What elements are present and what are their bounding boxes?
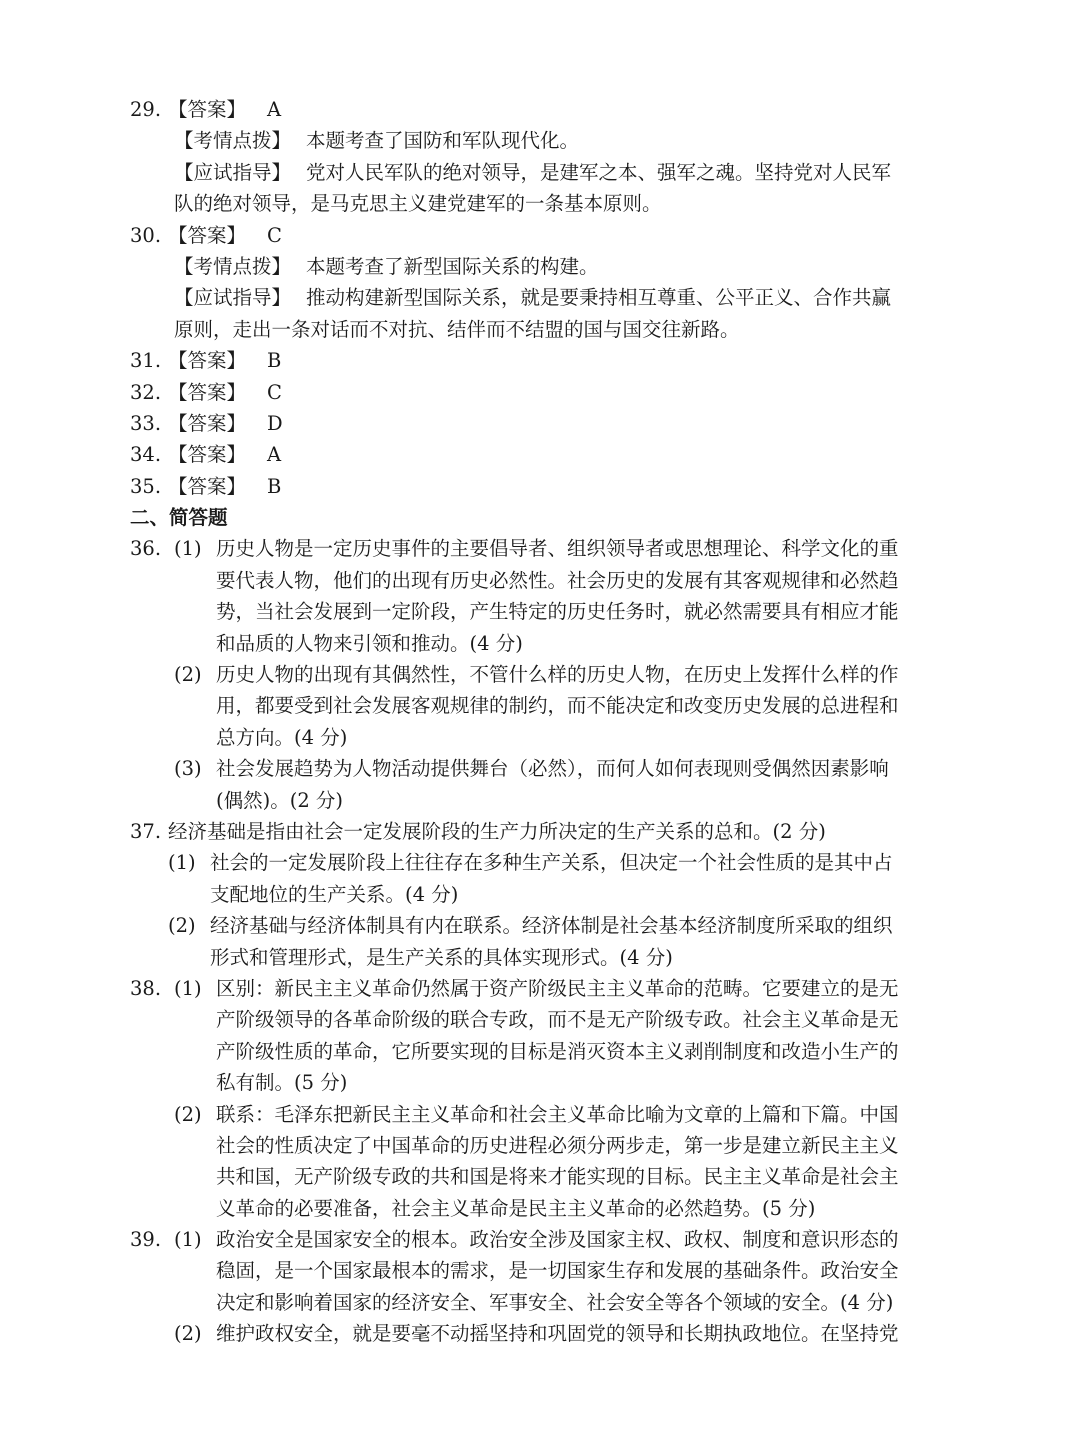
q36-p1-cont <box>0 628 1080 659</box>
guide-text-cont: 队的绝对领导，是马克思主义建党建军的一条基本原则。 <box>174 192 662 216</box>
q29-answer-line <box>0 94 1080 125</box>
item-label: (2) <box>174 1102 202 1126</box>
answer-value: A <box>267 443 282 467</box>
guide-label: 【应试指导】 <box>174 286 292 310</box>
item-text-cont: 社会的性质决定了中国革命的历史进程必须分两步走，第一步是建立新民主主义 <box>216 1133 899 1157</box>
answer-value: C <box>267 380 282 404</box>
q38-p2-cont <box>0 1161 1080 1192</box>
q36-p1-cont <box>0 596 1080 627</box>
item-text: 维护政权安全，就是要毫不动摇坚持和巩固党的领导和长期执政地位。在坚持党 <box>216 1322 899 1346</box>
item-label: (3) <box>174 757 202 781</box>
answer-label: 【答案】 <box>168 98 247 121</box>
question-number: 38. <box>130 976 162 1000</box>
question-number: 33. <box>130 411 162 435</box>
q39-p1-cont <box>0 1255 1080 1286</box>
item-label: (2) <box>168 914 196 938</box>
q38-p1-cont <box>0 1036 1080 1067</box>
item-text-cont: (偶然)。(2 分) <box>216 788 344 812</box>
q30-analysis-line <box>0 251 1080 282</box>
item-text-cont: 支配地位的生产关系。(4 分) <box>210 882 459 906</box>
answer-value: D <box>267 411 283 435</box>
answer-value: B <box>267 349 282 373</box>
item-text-cont: 产阶级领导的各革命阶级的联合专政，而不是无产阶级专政。社会主义革命是无 <box>216 1008 899 1032</box>
item-text: 政治安全是国家安全的根本。政治安全涉及国家主权、政权、制度和意识形态的 <box>216 1228 899 1252</box>
item-label: (1) <box>174 537 202 561</box>
q36-p2-cont <box>0 722 1080 753</box>
q35-answer-line <box>0 471 1080 502</box>
q36-p3-cont <box>0 785 1080 816</box>
answer-value: B <box>267 474 282 498</box>
item-text: 经济基础与经济体制具有内在联系。经济体制是社会基本经济制度所采取的组织 <box>210 914 893 938</box>
analysis-text: 本题考查了国防和军队现代化。 <box>306 129 580 153</box>
q36-p2-line <box>0 659 1080 690</box>
item-text-cont: 用，都要受到社会发展客观规律的制约，而不能决定和改变历史发展的总进程和 <box>216 694 899 718</box>
item-text-cont: 和品质的人物来引领和推动。(4 分) <box>216 631 523 655</box>
q39-p2-line <box>0 1318 1080 1349</box>
q38-p2-cont <box>0 1193 1080 1224</box>
intro-text: 经济基础是指由社会一定发展阶段的生产力所决定的生产关系的总和。(2 分) <box>168 819 826 843</box>
answer-label: 【答案】 <box>168 411 247 435</box>
q37-p2-line <box>0 910 1080 941</box>
item-text-cont: 形式和管理形式，是生产关系的具体实现形式。(4 分) <box>210 945 673 969</box>
q30-guide-line <box>0 282 1080 313</box>
item-text-cont: 私有制。(5 分) <box>216 1071 348 1095</box>
q38-p1-cont <box>0 1004 1080 1035</box>
analysis-text: 本题考查了新型国际关系的构建。 <box>306 254 599 278</box>
question-number: 32. <box>130 380 162 404</box>
q36-p3-line <box>0 753 1080 784</box>
q39-p1-cont <box>0 1287 1080 1318</box>
q30-guide-cont <box>0 314 1080 345</box>
guide-text: 党对人民军队的绝对领导，是建军之本、强军之魂。坚持党对人民军 <box>306 160 892 184</box>
question-number: 39. <box>130 1228 162 1252</box>
q31-answer-line <box>0 345 1080 376</box>
q30-answer-line <box>0 220 1080 251</box>
q29-guide-line <box>0 157 1080 188</box>
item-text-cont: 要代表人物，他们的出现有历史必然性。社会历史的发展有其客观规律和必然趋 <box>216 568 899 592</box>
item-text: 社会的一定发展阶段上往往存在多种生产关系，但决定一个社会性质的是其中占 <box>210 851 893 875</box>
question-number: 36. <box>130 537 162 561</box>
item-text: 社会发展趋势为人物活动提供舞台（必然），而何人如何表现则受偶然因素影响 <box>216 757 889 781</box>
answer-value: C <box>267 223 282 247</box>
item-text-cont: 共和国，无产阶级专政的共和国是将来才能实现的目标。民主主义革命是社会主 <box>216 1165 899 1189</box>
question-number: 31. <box>130 349 162 373</box>
guide-text: 推动构建新型国际关系，就是要秉持相互尊重、公平正义、合作共赢 <box>306 286 892 310</box>
answer-label: 【答案】 <box>168 443 247 467</box>
q33-answer-line <box>0 408 1080 439</box>
q37-p1-line <box>0 847 1080 878</box>
item-text: 历史人物是一定历史事件的主要倡导者、组织领导者或思想理论、科学文化的重 <box>216 537 899 561</box>
q32-answer-line <box>0 377 1080 408</box>
answer-label: 【答案】 <box>168 380 247 404</box>
question-number: 29. <box>130 98 162 121</box>
q29-guide-cont <box>0 188 1080 219</box>
q38-p1-cont <box>0 1067 1080 1098</box>
item-label: (1) <box>174 976 202 1000</box>
section-title: 二、简答题 <box>130 506 228 530</box>
question-number: 35. <box>130 474 162 498</box>
item-text-cont: 稳固，是一个国家最根本的需求，是一切国家生存和发展的基础条件。政治安全 <box>216 1259 899 1283</box>
answer-label: 【答案】 <box>168 474 247 498</box>
item-text: 联系：毛泽东把新民主主义革命和社会主义革命比喻为文章的上篇和下篇。中国 <box>216 1102 899 1126</box>
question-number: 37. <box>130 819 162 843</box>
q36-p2-cont <box>0 690 1080 721</box>
guide-text-cont: 原则，走出一条对话而不对抗、结伴而不结盟的国与国交往新路。 <box>174 317 740 341</box>
q29-analysis-line <box>0 125 1080 156</box>
q36-p1-cont <box>0 565 1080 596</box>
question-number: 34. <box>130 443 162 467</box>
q38-p1-line <box>0 973 1080 1004</box>
item-label: (2) <box>174 1322 202 1346</box>
answer-value: A <box>267 98 282 121</box>
question-number: 30. <box>130 223 162 247</box>
item-text-cont: 势，当社会发展到一定阶段，产生特定的历史任务时，就必然需要具有相应才能 <box>216 600 899 624</box>
item-text: 历史人物的出现有其偶然性，不管什么样的历史人物，在历史上发挥什么样的作 <box>216 663 899 687</box>
item-text-cont: 义革命的必要准备，社会主义革命是民主主义革命的必然趋势。(5 分) <box>216 1196 816 1220</box>
item-label: (2) <box>174 663 202 687</box>
item-text-cont: 产阶级性质的革命，它所要实现的目标是消灭资本主义剥削制度和改造小生产的 <box>216 1039 899 1063</box>
q37-intro-line <box>0 816 1080 847</box>
item-text-cont: 总方向。(4 分) <box>216 725 348 749</box>
q38-p2-line <box>0 1099 1080 1130</box>
guide-label: 【应试指导】 <box>174 160 292 184</box>
item-label: (1) <box>168 851 196 875</box>
analysis-label: 【考情点拨】 <box>174 129 292 153</box>
answer-label: 【答案】 <box>168 349 247 373</box>
item-label: (1) <box>174 1228 202 1252</box>
q34-answer-line <box>0 439 1080 470</box>
q37-p1-cont <box>0 879 1080 910</box>
answer-label: 【答案】 <box>168 223 247 247</box>
q38-p2-cont <box>0 1130 1080 1161</box>
q36-p1-line <box>0 533 1080 564</box>
item-text-cont: 决定和影响着国家的经济安全、军事安全、社会安全等各个领域的安全。(4 分) <box>216 1290 894 1314</box>
answer-key-page <box>0 94 1080 1350</box>
analysis-label: 【考情点拨】 <box>174 254 292 278</box>
item-text: 区别：新民主主义革命仍然属于资产阶级民主主义革命的范畴。它要建立的是无 <box>216 976 899 1000</box>
section-heading-line <box>0 502 1080 533</box>
q37-p2-cont <box>0 942 1080 973</box>
q39-p1-line <box>0 1224 1080 1255</box>
